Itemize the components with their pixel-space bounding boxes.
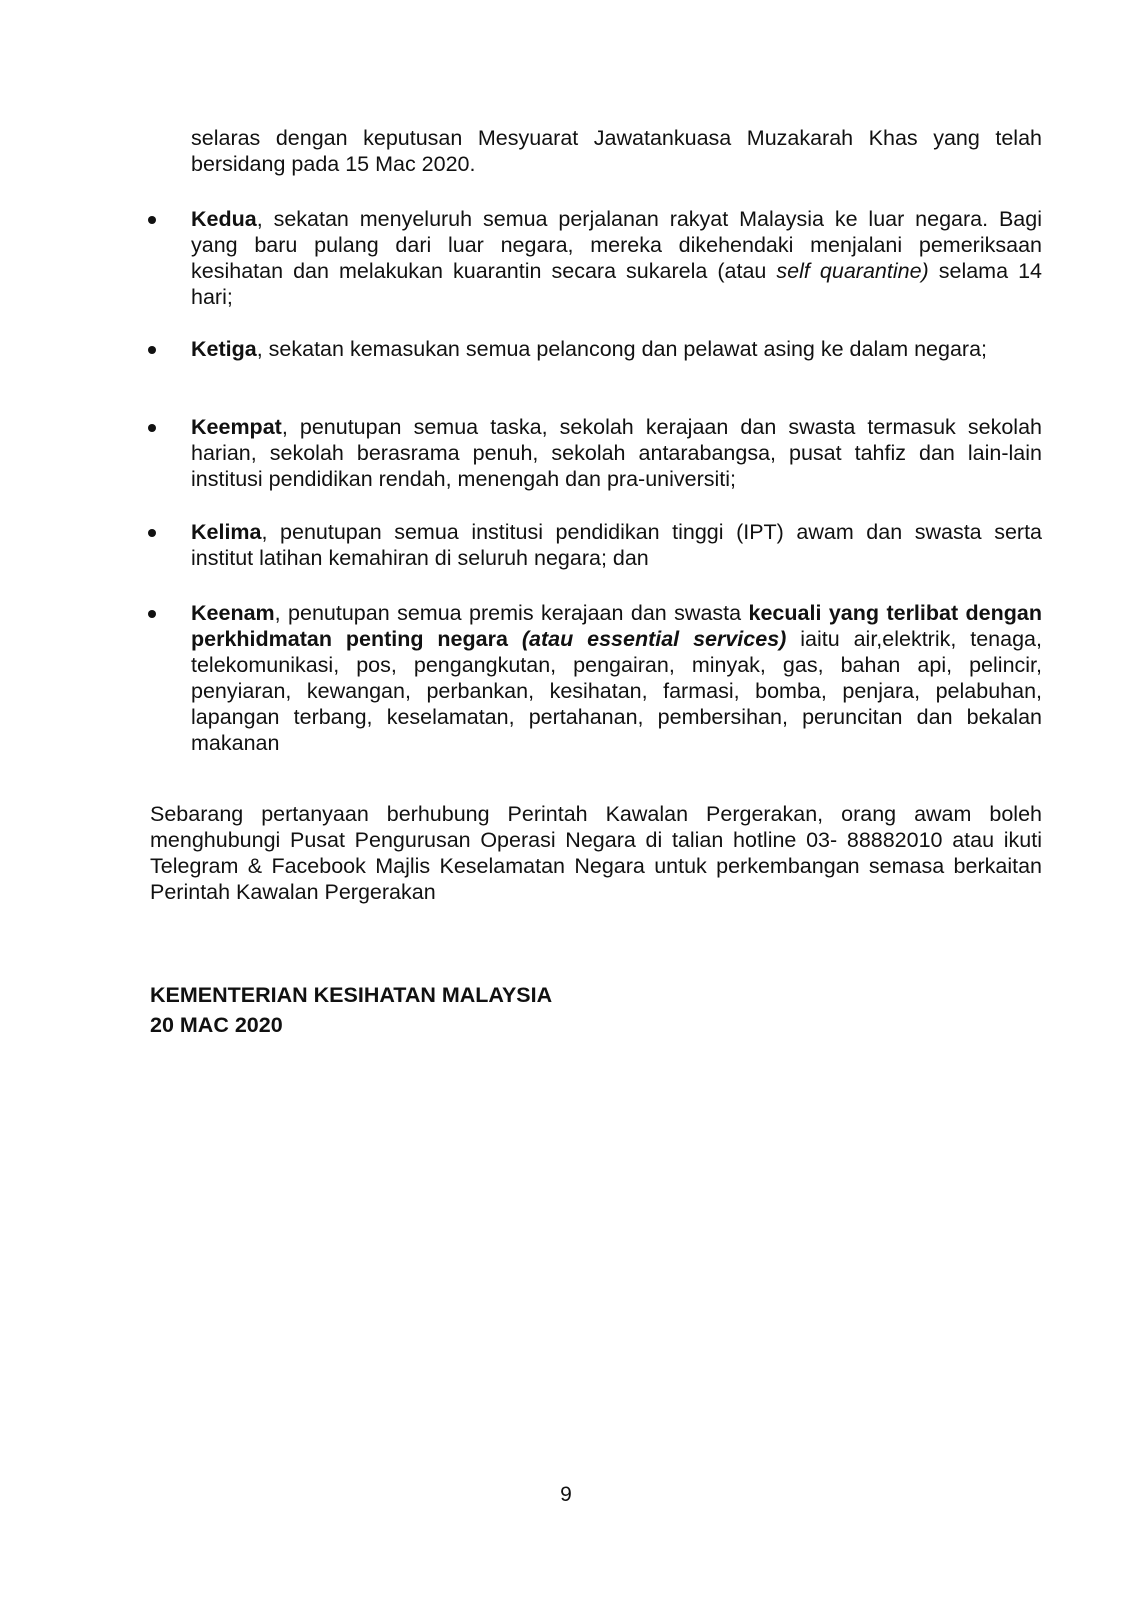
bullet-body: , penutupan semua taska, sekolah kerajaan dan swasta termasuk sekolah harian, sekolah berasrama penuh, sekolah antarabangsa, pusat tahfiz dan lain-lain institusi pendidikan rendah, menengah dan pra-universiti;: [191, 415, 1042, 491]
bullet-body: , sekatan kemasukan semua pelancong dan pelawat asing ke dalam negara;: [256, 337, 987, 361]
bullet-bold: kecuali yang terlibat dengan perkhidmatan penting negara: [191, 601, 1042, 651]
bullet-body-end: selama 14 hari;: [191, 259, 1043, 309]
bullet-body-end: iaitu air,elektrik, tenaga, telekomunikasi, pos, pengangkutan, pengairan, minyak, gas, bahan api, pelincir, penyiaran, kewangan, perbankan, kesihatan, farmasi, bomba, penjara, pelabuhan, lapangan terbang, keselamatan, pertahanan, pembersihan, peruncitan dan bekalan makanan: [191, 627, 1042, 755]
bullet-icon: [148, 216, 156, 224]
bullet-lead: Keempat: [191, 415, 282, 439]
signature-block: [150, 980, 552, 1040]
bullet-body: , sekatan menyeluruh semua perjalanan rakyat Malaysia ke luar negara. Bagi yang baru pulang dari luar negara, mereka dikehendaki menjalani pemeriksaan kesihatan dan melakukan kuarantin secara sukarela (atau: [191, 207, 1042, 283]
closing-paragraph: Sebarang pertanyaan berhubung Perintah Kawalan Pergerakan, orang awam boleh menghubungi Pusat Pengurusan Operasi Negara di talian hotline 03- 88882010 atau ikuti Telegram & Facebook Majlis Keselamatan Negara untuk perkembangan semasa berkaitan Perintah Kawalan Pergerakan: [150, 802, 1042, 904]
continuation-paragraph: selaras dengan keputusan Mesyuarat Jawatankuasa Muzakarah Khas yang telah bersidang pada 15 Mac 2020.: [191, 126, 1042, 176]
bullet-icon: [148, 529, 156, 537]
bullet-bold-italic: (atau essential services): [507, 627, 787, 651]
bullet-italic: self quarantine): [776, 259, 929, 283]
bullet-icon: [148, 424, 156, 432]
bullet-text: [191, 336, 1042, 362]
bullet-lead: Keenam: [191, 601, 275, 625]
bullet-icon: [148, 610, 156, 618]
bullet-text: [191, 414, 1042, 492]
signature-organization: KEMENTERIAN KESIHATAN MALAYSIA: [150, 983, 553, 1007]
bullet-icon: [148, 346, 156, 354]
bullet-body: , penutupan semua institusi pendidikan tinggi (IPT) awam dan swasta serta institut latihan kemahiran di seluruh negara; dan: [191, 520, 1042, 570]
bullet-text: [191, 519, 1042, 571]
bullet-text: [191, 600, 1042, 756]
signature-date: 20 MAC 2020: [150, 1013, 283, 1037]
bullet-body: , penutupan semua premis kerajaan dan swasta: [274, 601, 749, 625]
bullet-lead: Ketiga: [191, 337, 257, 361]
page-number: 9: [560, 1483, 572, 1506]
bullet-lead: Kedua: [191, 207, 257, 231]
bullet-lead: Kelima: [191, 520, 262, 544]
bullet-text: [191, 206, 1042, 310]
